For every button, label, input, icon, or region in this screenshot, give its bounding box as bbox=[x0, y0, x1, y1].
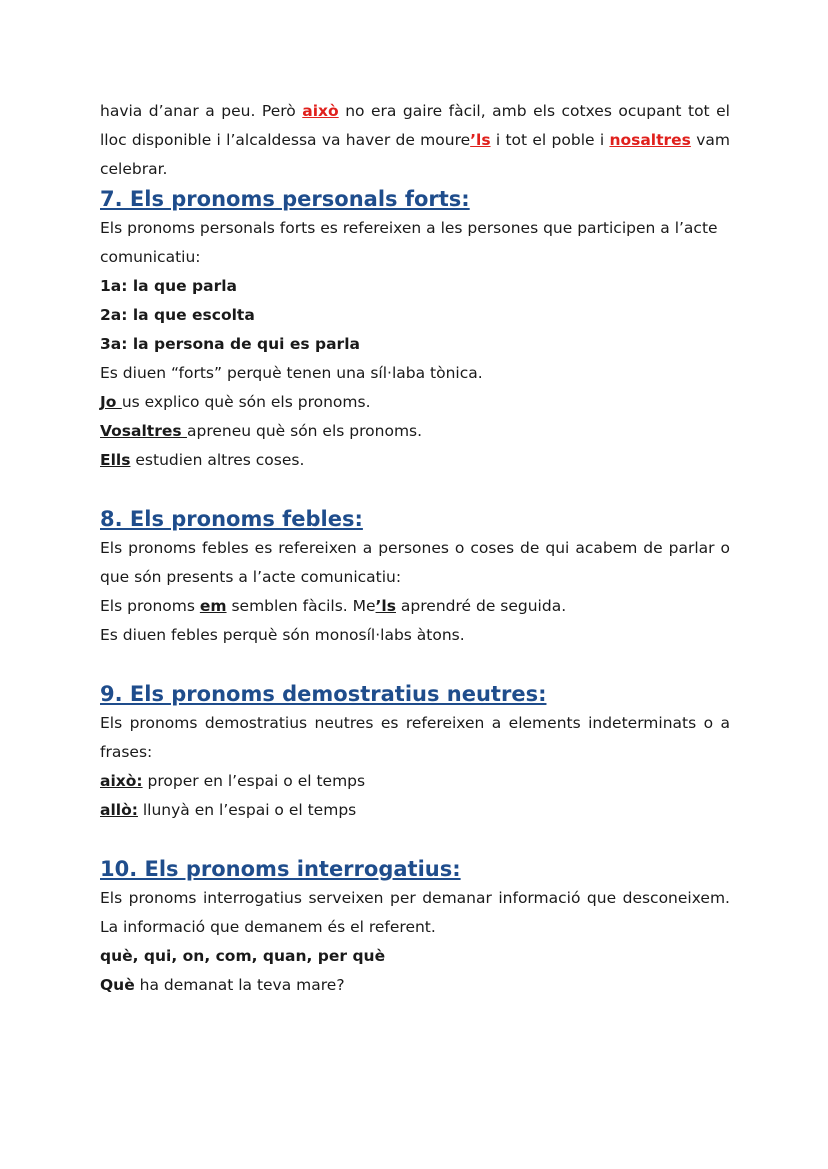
example-text: ha demanat la teva mare? bbox=[134, 976, 345, 994]
example-pronoun: Vosaltres bbox=[100, 422, 187, 440]
section-8-description: Els pronoms febles es refereixen a persones o coses de qui acabem de parlar o que són presents a l’acte comunicatiu: bbox=[100, 539, 730, 586]
example-text: semblen fàcils. Me bbox=[226, 597, 376, 615]
text: vam celebrar. bbox=[100, 131, 730, 178]
section-7-description: Els pronoms personals forts es refereixen a les persones que participen a l’acte comunicatiu: bbox=[100, 219, 718, 266]
example-pronoun: Ells bbox=[100, 451, 131, 469]
example-pronoun: Jo bbox=[100, 393, 122, 411]
section-8-heading: 8. Els pronoms febles: bbox=[100, 507, 363, 531]
highlight-word: això bbox=[302, 102, 339, 120]
example-line bbox=[100, 388, 730, 417]
definition-text: llunyà en l’espai o el temps bbox=[137, 801, 357, 819]
example-text: aprendré de seguida. bbox=[395, 597, 567, 615]
example-text: us explico què són els pronoms. bbox=[121, 393, 371, 411]
example-text: Els pronoms bbox=[100, 597, 200, 615]
example-pronoun: em bbox=[199, 597, 227, 615]
highlight-word: ’ls bbox=[470, 131, 491, 149]
term: això: bbox=[100, 772, 143, 790]
term: allò: bbox=[100, 801, 138, 819]
example-line bbox=[100, 971, 730, 1000]
person-3: 3a: la persona de qui es parla bbox=[100, 335, 360, 353]
highlight-word: nosaltres bbox=[609, 131, 691, 149]
person-2: 2a: la que escolta bbox=[100, 306, 255, 324]
section-7-why: Es diuen “forts” perquè tenen una síl·laba tònica. bbox=[100, 364, 483, 382]
intro-paragraph bbox=[100, 97, 730, 184]
section-10-description: Els pronoms interrogatius serveixen per demanar informació que desconeixem. La informació que demanem és el referent. bbox=[100, 889, 730, 936]
spacer bbox=[100, 650, 730, 679]
person-1: 1a: la que parla bbox=[100, 277, 238, 295]
example-line bbox=[100, 592, 730, 621]
section-10-heading: 10. Els pronoms interrogatius: bbox=[100, 857, 461, 881]
text: i tot el poble i bbox=[490, 131, 610, 149]
spacer bbox=[100, 825, 730, 854]
interrogative-list: què, qui, on, com, quan, per què bbox=[100, 947, 386, 965]
section-9-heading: 9. Els pronoms demostratius neutres: bbox=[100, 682, 547, 706]
example-text: apreneu què són els pronoms. bbox=[186, 422, 423, 440]
definition-line bbox=[100, 767, 730, 796]
text: no era gaire fàcil, amb els cotxes ocupant tot el lloc disponible i l’alcaldessa va haver de moure bbox=[100, 102, 730, 149]
example-line bbox=[100, 417, 730, 446]
document-content bbox=[100, 97, 730, 1000]
definition-text: proper en l’espai o el temps bbox=[142, 772, 366, 790]
section-8-why: Es diuen febles perquè són monosíl·labs àtons. bbox=[100, 626, 465, 644]
text: havia d’anar a peu. Però bbox=[100, 102, 303, 120]
example-pronoun: ’ls bbox=[375, 597, 396, 615]
section-7-heading: 7. Els pronoms personals forts: bbox=[100, 187, 470, 211]
section-9-description: Els pronoms demostratius neutres es refereixen a elements indeterminats o a frases: bbox=[100, 714, 730, 761]
definition-line bbox=[100, 796, 730, 825]
example-line bbox=[100, 446, 730, 475]
example-pronoun: Què bbox=[100, 976, 135, 994]
example-text: estudien altres coses. bbox=[130, 451, 305, 469]
spacer bbox=[100, 475, 730, 504]
